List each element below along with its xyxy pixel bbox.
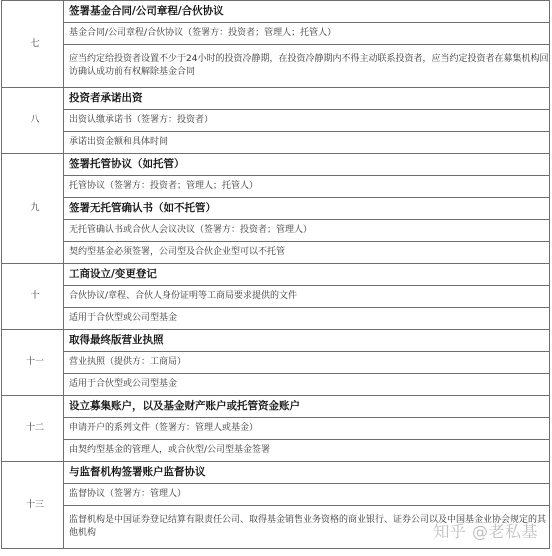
step-detail-text: 适用于合伙型或公司型基金 <box>69 379 178 389</box>
step-detail <box>64 418 550 440</box>
step-detail <box>64 352 550 374</box>
step-detail <box>64 440 550 462</box>
step-number: 十 <box>2 264 64 330</box>
step-detail-row <box>2 418 550 440</box>
step-detail-row <box>2 176 550 198</box>
step-detail-text: 由契约型基金的管理人，或合伙型/公司型基金签署 <box>69 445 271 455</box>
step-title-text: 签署基金合同/公司章程/合伙协议 <box>69 5 224 17</box>
step-title-text: 工商设立/变更登记 <box>69 268 157 280</box>
step-header-row <box>2 330 550 352</box>
step-detail-text: 托管协议（签署方：投资者；管理人；托管人） <box>69 181 259 191</box>
step-title <box>64 1 550 23</box>
step-detail <box>64 374 550 396</box>
step-detail-row <box>2 440 550 462</box>
step-detail-text: 监督协议（签署方：管理人） <box>69 489 187 499</box>
step-header-row <box>2 462 550 484</box>
step-detail-text: 契约型基金必须签署，公司型及合伙企业型可以不托管 <box>69 247 286 257</box>
step-detail-row <box>2 23 550 45</box>
step-title-text: 取得最终版营业执照 <box>69 334 164 346</box>
step-title <box>64 198 550 220</box>
step-number: 十三 <box>2 462 64 549</box>
step-detail <box>64 308 550 330</box>
steps-body <box>2 1 550 549</box>
step-number: 十二 <box>2 396 64 462</box>
step-detail-text: 合伙协议/章程、合伙人身份证明等工商局要求提供的文件 <box>69 291 298 301</box>
step-detail-text: 承诺出资金额和具体时间 <box>69 137 169 147</box>
step-header-row <box>2 396 550 418</box>
step-detail <box>64 132 550 154</box>
step-detail <box>64 45 550 88</box>
step-header-row <box>2 88 550 110</box>
step-detail-text: 适用于合伙型或公司型基金 <box>69 313 178 323</box>
step-detail-row <box>2 308 550 330</box>
step-detail-text: 应当约定给投资者设置不少于24小时的投资冷静期，在投资冷静期内不得主动联系投资者，应当约定投资者在募集机构回访确认成功前有权解除基金合同 <box>69 54 549 77</box>
step-title <box>64 330 550 352</box>
step-detail-row <box>2 352 550 374</box>
step-header-row <box>2 1 550 23</box>
step-detail <box>64 176 550 198</box>
step-title <box>64 396 550 418</box>
step-detail <box>64 286 550 308</box>
step-number: 十一 <box>2 330 64 396</box>
step-number: 七 <box>2 1 64 88</box>
step-detail-text: 监督机构是中国证券登记结算有限责任公司、取得基金销售业务资格的商业银行、证券公司以及中国基金业协会规定的其他机构 <box>69 515 547 538</box>
step-detail <box>64 110 550 132</box>
step-title <box>64 462 550 484</box>
step-title-text: 设立募集账户，以及基金财产账户或托管资金账户 <box>69 400 300 412</box>
step-detail-text: 营业执照（提供方：工商局） <box>69 357 187 367</box>
step-header-row <box>2 264 550 286</box>
step-number: 九 <box>2 154 64 264</box>
step-title <box>64 88 550 110</box>
process-steps-table <box>1 0 550 549</box>
step-detail-row <box>2 242 550 264</box>
step-detail <box>64 220 550 242</box>
step-detail-text: 申请开户的系列文件（签署方：管理人或基金） <box>69 423 259 433</box>
step-title-text: 签署托管协议（如托管） <box>69 158 185 170</box>
step-header-row <box>2 198 550 220</box>
step-detail-row <box>2 132 550 154</box>
step-header-row <box>2 154 550 176</box>
step-title-text: 投资者承诺出资 <box>69 92 143 104</box>
step-detail-text: 无托管确认书或合伙人会议决议（签署方：投资者；管理人） <box>69 225 313 235</box>
step-detail-row <box>2 220 550 242</box>
step-title <box>64 154 550 176</box>
watermark: 知乎 @老私基 <box>433 522 538 541</box>
step-detail-text: 出资认缴承诺书（签署方：投资者） <box>69 115 214 125</box>
step-title-text: 签署无托管确认书（如不托管） <box>69 202 216 214</box>
step-detail-text: 基金合同/公司章程/合伙协议（签署方：投资者；管理人；托管人） <box>69 28 337 38</box>
step-detail-row <box>2 484 550 506</box>
step-detail-row <box>2 374 550 396</box>
step-detail-row <box>2 286 550 308</box>
step-title-text: 与监督机构签署账户监督协议 <box>69 466 206 478</box>
step-number: 八 <box>2 88 64 154</box>
step-detail <box>64 242 550 264</box>
step-detail <box>64 484 550 506</box>
step-detail <box>64 23 550 45</box>
step-title <box>64 264 550 286</box>
step-detail-row <box>2 110 550 132</box>
step-detail-row <box>2 45 550 88</box>
